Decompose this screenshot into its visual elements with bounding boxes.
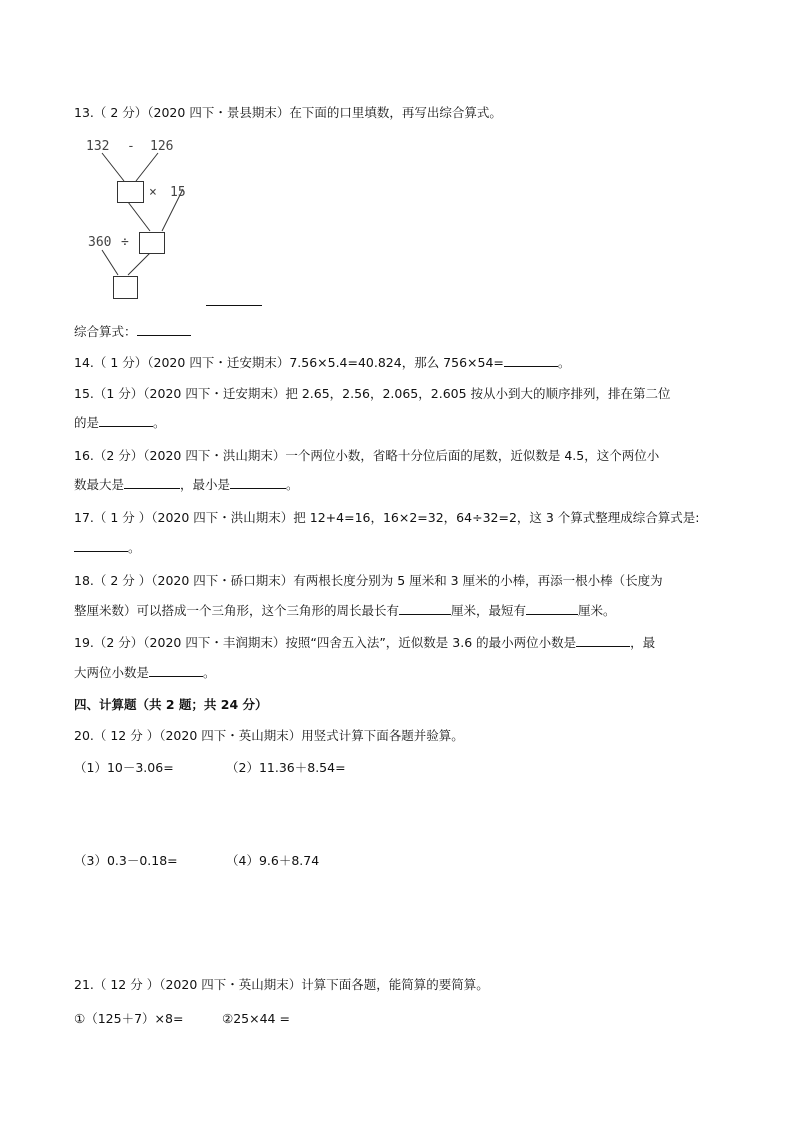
- q13-diagram: [80, 135, 200, 305]
- q20-problem-1: （1）10－3.06=: [74, 760, 174, 775]
- q19-end1: ，最: [630, 635, 656, 650]
- q19-blank-min[interactable]: [576, 634, 630, 647]
- q18-mid: 厘米，最短有: [451, 603, 527, 618]
- q16-blank-min[interactable]: [230, 476, 286, 489]
- q16-end: 。: [286, 477, 299, 492]
- times-sign: ×: [149, 185, 157, 200]
- q13-formula: [74, 323, 191, 341]
- q16-blank-max[interactable]: [124, 476, 180, 489]
- q19-line1: [74, 634, 655, 652]
- q15-pre: 的是: [74, 415, 100, 430]
- q19-line2: [74, 664, 216, 682]
- q18-line2: [74, 602, 616, 620]
- q17-blank[interactable]: [74, 539, 128, 552]
- number-132: 132: [86, 139, 110, 154]
- answer-box-3[interactable]: [113, 276, 138, 299]
- q14: [74, 354, 570, 372]
- number-360: 360: [88, 235, 112, 250]
- q16-mid: ，最小是: [180, 477, 231, 492]
- q19-pre2: 大两位小数是: [74, 665, 150, 680]
- diagram-answer-line[interactable]: [206, 305, 262, 306]
- q18-blank-min[interactable]: [526, 602, 578, 615]
- q14-end: 。: [557, 355, 571, 370]
- number-126: 126: [150, 139, 174, 154]
- formula-label: 综合算式：: [74, 324, 137, 339]
- q19-pre: 19.（2 分）（2020 四下・丰润期末）按照“四舍五入法”，近似数是 3.6 的最小两位小数是: [74, 635, 577, 650]
- q18-line1: 18.（ 2 分 ）（2020 四下・硚口期末）有两根长度分别为 5 厘米和 3 厘米的小棒，再添一根小棒（长度为: [74, 573, 663, 588]
- diagram-lines: [80, 135, 200, 305]
- q20-heading: 20.（ 12 分 ）（2020 四下・英山期末）用竖式计算下面各题并验算。: [74, 728, 464, 743]
- q15-line2: [74, 414, 166, 432]
- q21-problem-1: ①（125＋7）×8=: [74, 1011, 184, 1026]
- minus-sign: -: [127, 139, 135, 154]
- q17-line2: [74, 539, 141, 557]
- q14-blank[interactable]: [504, 354, 558, 367]
- q21-problem-2: ②25×44 =: [222, 1011, 290, 1026]
- q17-end: 。: [128, 540, 141, 555]
- formula-blank[interactable]: [137, 323, 191, 336]
- q20-problem-4: （4）9.6＋8.74: [226, 853, 320, 868]
- q19-blank-max[interactable]: [149, 664, 203, 677]
- q14-text: 14.（ 1 分）（2020 四下・迁安期末）7.56×5.4=40.824，那么 756×54=: [74, 355, 504, 370]
- number-15: 15: [170, 185, 186, 200]
- q20-problem-2: （2）11.36＋8.54=: [226, 760, 346, 775]
- q15-end: 。: [153, 415, 166, 430]
- q21-heading: 21.（ 12 分 ）（2020 四下・英山期末）计算下面各题，能简算的要简算。: [74, 977, 489, 992]
- q16-line1: 16.（2 分）（2020 四下・洪山期末）一个两位小数，省略十分位后面的尾数，近似数是 4.5，这个两位小: [74, 448, 660, 463]
- q19-end2: 。: [203, 665, 216, 680]
- q18-blank-max[interactable]: [399, 602, 451, 615]
- answer-box-2[interactable]: [139, 232, 165, 254]
- q20-problem-3: （3）0.3－0.18=: [74, 853, 178, 868]
- section-4-title: 四、计算题（共 2 题；共 24 分）: [74, 697, 268, 712]
- q15-blank[interactable]: [99, 414, 153, 427]
- q16-pre: 数最大是: [74, 477, 125, 492]
- q15-line1: 15.（1 分）（2020 四下・迁安期末）把 2.65，2.56，2.065，2.605 按从小到大的顺序排列，排在第二位: [74, 386, 671, 401]
- q17-line1: 17.（ 1 分 ）（2020 四下・洪山期末）把 12+4=16，16×2=32，64÷32=2，这 3 个算式整理成综合算式是:: [74, 510, 700, 525]
- divide-sign: ÷: [121, 235, 129, 250]
- q16-line2: [74, 476, 299, 494]
- q18-end: 厘米。: [578, 603, 616, 618]
- q13-heading: 13.（ 2 分）（2020 四下・景县期末）在下面的口里填数，再写出综合算式。: [74, 105, 502, 120]
- answer-box-1[interactable]: [117, 181, 144, 203]
- q18-pre: 整厘米数）可以搭成一个三角形，这个三角形的周长最长有: [74, 603, 400, 618]
